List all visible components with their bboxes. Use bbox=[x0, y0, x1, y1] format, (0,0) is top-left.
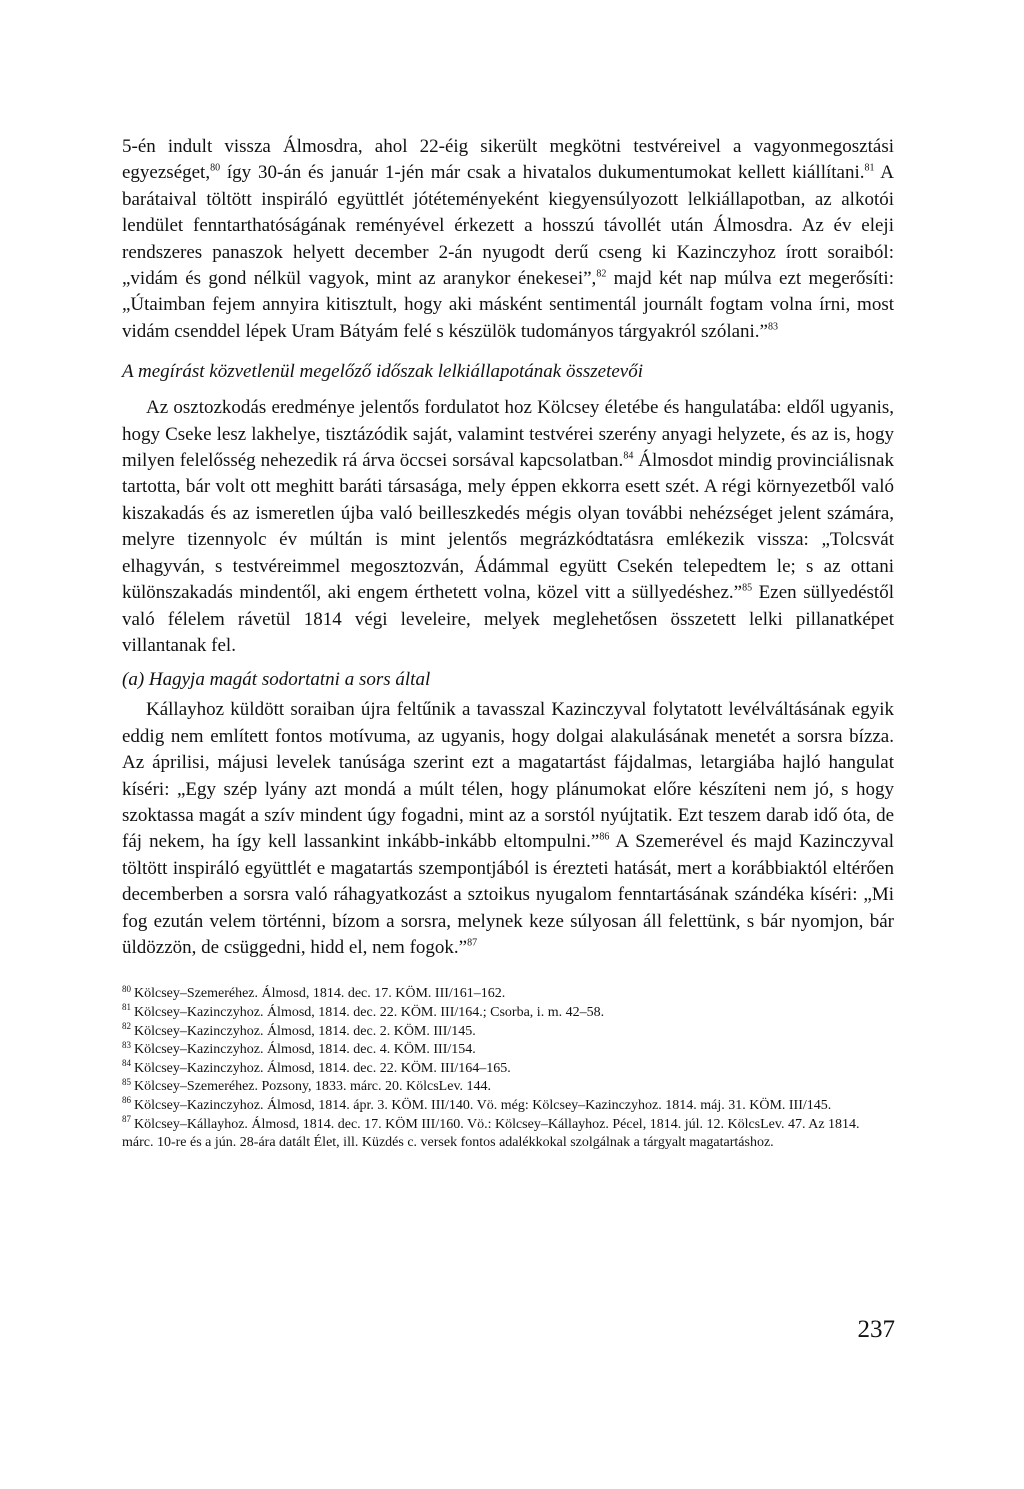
footnote-text: Kölcsey–Kazinczyhoz. Álmosd, 1814. dec. 22. KÖM. III/164–165. bbox=[134, 1060, 511, 1076]
footnote-number: 83 bbox=[122, 1039, 131, 1050]
paragraph-1 bbox=[122, 134, 894, 345]
footnote-text: Kölcsey–Szemeréhez. Álmosd, 1814. dec. 17. KÖM. III/161–162. bbox=[134, 986, 506, 1002]
footnote-ref-84[interactable]: 84 bbox=[623, 450, 634, 462]
footnote-ref-87[interactable]: 87 bbox=[467, 937, 478, 949]
footnote-text: Kölcsey–Kazinczyhoz. Álmosd, 1814. ápr. 3. KÖM. III/140. Vö. még: Kölcsey–Kazinczyhoz. 1814. máj. 31. KÖM. III/145. bbox=[134, 1097, 832, 1113]
text-span: 5-én indult vissza Álmosdra, ahol 22-éig sikerült megkötni testvéreivel a vagyonmegosztási egyezséget, bbox=[122, 136, 894, 184]
text-span: Ezen süllyedéstől való félelem rávetül 1814 végi leveleire, melyek meglehetősen összetett lelki pillanatképet villantanak fel. bbox=[122, 582, 894, 656]
text-span: Álmosdot mindig provinciálisnak tartotta, bár volt ott meghitt baráti társasága, mely éppen ekkorra esett szét. A régi környezetből való kiszakadás és az ismeretlen újba való beilleszkedés mégis olyan további nehézséget jelent számára, melyre tizennyolc év múltán is mint jelentős megrázkódtatásra emlékezik vissza: „Tolcsvát elhagyván, s testvéreimmel megosztozván, Ádámmal együtt Csekén telepedtem le; s az ottani különszakadás mindentől, aki engem érthetett volna, közel vitt a süllyedéshez.” bbox=[122, 450, 894, 604]
footnote-83 bbox=[122, 1041, 894, 1060]
footnote-86 bbox=[122, 1097, 894, 1116]
page-content bbox=[122, 134, 894, 1153]
text-span: Az osztozkodás eredménye jelentős fordulatot hoz Kölcsey életébe és hangulatába: eldől ugyanis, hogy Cseke lesz lakhelye, tisztázódik saját, valamint testvérei szerény anyagi helyzete, és az is, hogy milyen felelősség nehezedik rá árva öccsei sorsával kapcsolatban. bbox=[122, 397, 894, 472]
footnote-ref-85[interactable]: 85 bbox=[742, 582, 753, 594]
footnote-80 bbox=[122, 985, 894, 1004]
footnote-82 bbox=[122, 1020, 894, 1042]
footnote-text: Kölcsey–Kállayhoz. Álmosd, 1814. dec. 17. KÖM III/160. Vö.: Kölcsey–Kállayhoz. Pécel, 1814. júl. 12. KölcsLev. 47. Az 1814. márc. 10-re és a jún. 28-ára datált Élet, ill. Küzdés c. versek fontos adalékkokal szolgálnak a tárgyalt magatartáshoz. bbox=[122, 1116, 860, 1151]
paragraph-3 bbox=[122, 697, 894, 961]
footnotes bbox=[122, 985, 894, 1152]
footnote-ref-82[interactable]: 82 bbox=[596, 268, 607, 280]
subsection-heading: (a) Hagyja magát sodortatni a sors által bbox=[122, 669, 431, 691]
footnote-number: 82 bbox=[122, 1020, 131, 1031]
text-span: A Szemerével és majd Kazinczyval töltött inspiráló együttlét e magatartás szempontjából is érezteti hatását, mert a korábbiaktól eltérően decemberben a sorsra való ráhagyatkozást a sztoikus nyugalom fenntartásának szándéka kíséri: „Mi fog ezután velem történni, bízom a sorsra, melynek keze súlyosan áll felettünk, s bár nyomjon, bár üldözzön, de csüggedni, hidd el, nem fogok.” bbox=[122, 831, 894, 958]
footnote-ref-83[interactable]: 83 bbox=[768, 321, 778, 333]
footnote-87 bbox=[122, 1113, 894, 1153]
footnote-text: Kölcsey–Szemeréhez. Pozsony, 1833. márc. 20. KölcsLev. 144. bbox=[134, 1079, 492, 1095]
footnote-85 bbox=[122, 1078, 894, 1097]
paragraph-2 bbox=[122, 395, 894, 659]
footnote-number: 80 bbox=[122, 983, 131, 994]
footnote-text: Kölcsey–Kazinczyhoz. Álmosd, 1814. dec. 22. KÖM. III/164.; Csorba, i. m. 42–58. bbox=[134, 1004, 605, 1020]
footnote-84 bbox=[122, 1060, 894, 1079]
footnote-text: Kölcsey–Kazinczyhoz. Álmosd, 1814. dec. 2. KÖM. III/145. bbox=[134, 1023, 476, 1039]
footnote-number: 85 bbox=[122, 1076, 131, 1087]
footnote-number: 81 bbox=[122, 1002, 131, 1013]
footnote-ref-86[interactable]: 86 bbox=[599, 832, 610, 844]
text-span: majd két nap múlva ezt megerősíti: „Útaimban fejem annyira kitisztult, hogy aki másként sentimentál journált fogtam volna írni, most vidám csenddel lépek Uram Bátyám felé s készülök tudományos tárgyakról szólani.” bbox=[122, 268, 894, 342]
footnote-number: 86 bbox=[122, 1095, 131, 1106]
section-heading: A megírást közvetlenül megelőző időszak lelkiállapotának összetevői bbox=[122, 361, 643, 383]
text-span: Kállayhoz küldött soraiban újra feltűnik a tavasszal Kazinczyval folytatott levélváltásának egyik eddig nem említett fontos motívuma, az ugyanis, hogy dolgai alakulásának menetét a sorsra bízza. Az áprilisi, májusi levelek tanúsága szerint ezt a magatartást fájdalmas, letargiába hajló hangulat kíséri: „Egy szép lyány azt mondá a múlt télen, hogy plánumokat előre készíteni nem jó, s hogy szoktassa magát a szív mindent úgy fogadni, mint az a sorstól nyújtatik. Ezt teszem darab idő óta, de fáj nekem, ha így kell lassankint inkább-inkább eltompulni.” bbox=[122, 699, 894, 853]
footnote-number: 84 bbox=[122, 1058, 131, 1069]
footnote-81 bbox=[122, 1004, 894, 1023]
footnote-text: Kölcsey–Kazinczyhoz. Álmosd, 1814. dec. 4. KÖM. III/154. bbox=[134, 1042, 476, 1058]
text-span: A barátaival töltött inspiráló együttlét jótéteményeként kiegyensúlyozott lelkiállapotban, az alkotói lendület fenntarthatóságának reményével érkezett a hosszú távollét után Álmosdra. Az év eleji rendszeres panaszok helyett december 2-án nyugodt derű cseng ki Kazinczyhoz írott soraiból: „vidám és gond nélkül vagyok, mint az aranykor énekesei”, bbox=[122, 162, 894, 290]
footnote-ref-80[interactable]: 80 bbox=[210, 163, 221, 175]
text-span: így 30-án és január 1-jén már csak a hivatalos dukumentumokat kellett kiállítani. bbox=[220, 162, 865, 184]
page-number: 237 bbox=[857, 1316, 895, 1343]
footnote-number: 87 bbox=[122, 1113, 131, 1124]
footnote-ref-81[interactable]: 81 bbox=[864, 163, 875, 175]
